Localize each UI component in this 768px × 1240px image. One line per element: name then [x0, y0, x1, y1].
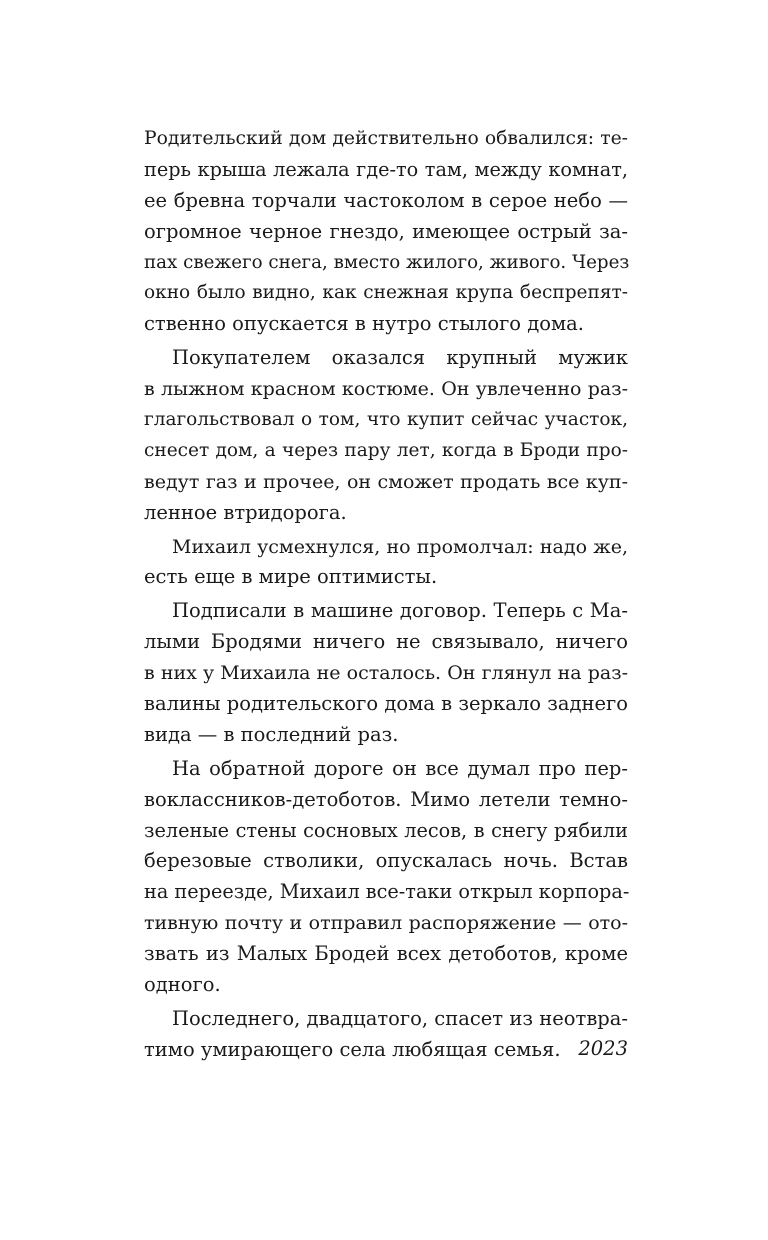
text-line: одного. — [144, 973, 221, 997]
text-line: окно было видно, как снежная крупа беспрепят- — [144, 282, 628, 304]
text-line: в них у Михаила не осталось. Он глянул на раз- — [144, 662, 628, 685]
text-line: пах свежего снега, вместо жилого, живого. Через — [144, 251, 630, 273]
story-text — [144, 124, 628, 1066]
text-line: Михаил усмехнулся, но промолчал: надо же, — [172, 535, 628, 558]
text-line: ленное втридорога. — [144, 500, 347, 524]
text-line: ведут газ и прочее, он сможет продать все куп- — [144, 470, 628, 493]
text-line: глагольствовал о том, что купит сейчас участок, — [144, 409, 628, 431]
paragraph — [144, 596, 628, 750]
text-line: вида — в последний раз. — [144, 722, 399, 746]
paragraph — [144, 343, 628, 528]
year-signature: 2023 — [578, 1037, 628, 1060]
text-line: Подписали в машине договор. Теперь с Ма- — [172, 599, 628, 623]
paragraph — [144, 532, 628, 594]
text-line: березовые стволики, опускалась ночь. Встав — [144, 849, 628, 873]
text-line: перь крыша лежала где-то там, между комнат, — [144, 157, 628, 181]
text-line: тивную почту и отправил распоряжение — ото- — [144, 912, 628, 935]
text-line: воклассников-детоботов. Мимо летели темно- — [144, 787, 628, 811]
text-line: зеленые стены сосновых лесов, в снегу рябили — [144, 818, 628, 842]
text-line: огромное черное гнездо, имеющее острый за- — [144, 219, 628, 243]
text-line: Родительский дом действительно обвалился: те- — [144, 128, 628, 149]
text-line: лыми Бродями ничего не связывало, ничего — [144, 630, 628, 654]
text-line: тимо умирающего села любящая семья. — [144, 1037, 561, 1061]
text-line: снесет дом, а через пару лет, когда в Броди про- — [144, 439, 628, 461]
text-line: в лыжном красном костюме. Он увлеченно раз- — [144, 378, 628, 401]
text-line: Покупателем оказался крупный мужик — [172, 346, 628, 370]
text-line: Последнего, двадцатого, спасет из неотвра- — [172, 1006, 628, 1030]
paragraph — [144, 754, 628, 1001]
text-line: звать из Малых Бродей всех детоботов, кроме — [144, 942, 628, 966]
text-line: ственно опускается в нутро стылого дома. — [144, 312, 584, 336]
text-line: на переезде, Михаил все-таки открыл корпора- — [144, 880, 630, 904]
text-line: ее бревна торчали частоколом в серое небо — — [144, 188, 628, 212]
text-line: На обратной дороге он все думал про пер- — [172, 756, 628, 780]
text-line: валины родительского дома в зеркало заднего — [144, 692, 628, 716]
paragraph — [144, 124, 628, 340]
text-line: есть еще в мире оптимисты. — [144, 565, 438, 589]
